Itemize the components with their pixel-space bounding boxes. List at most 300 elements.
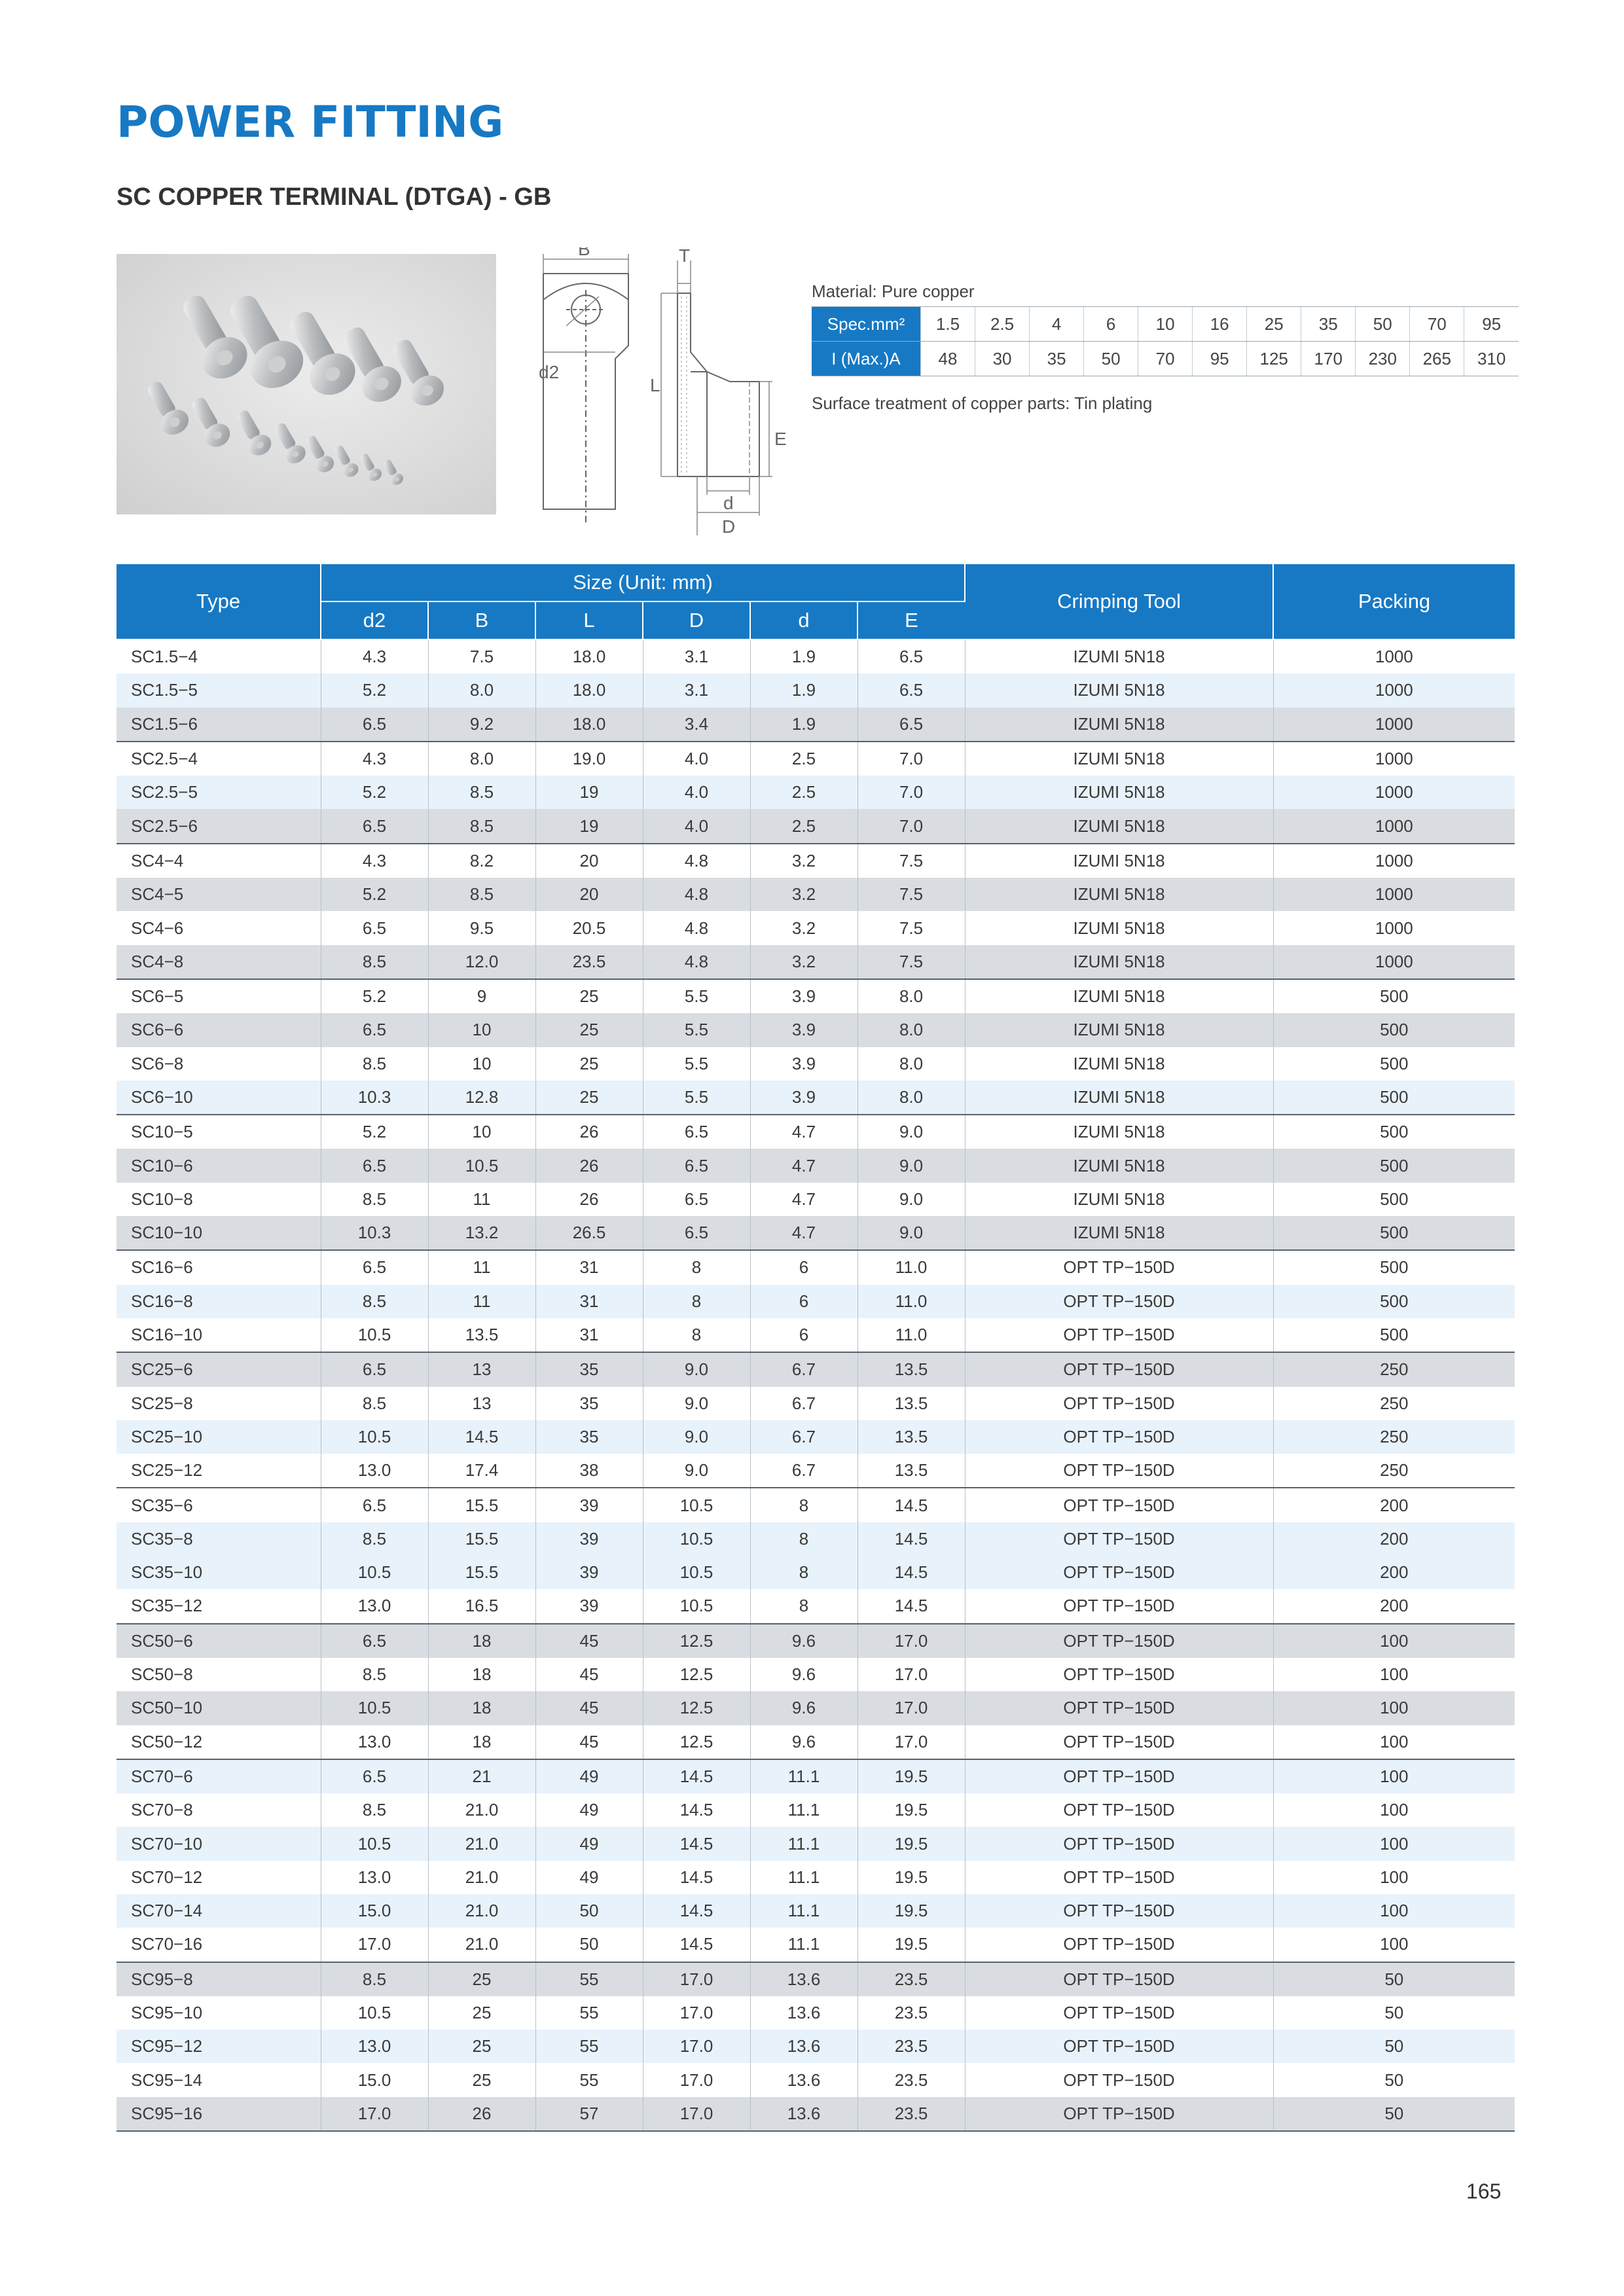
- cell-d: 4.7: [750, 1115, 857, 1149]
- cell-D: 10.5: [643, 1589, 750, 1623]
- cell-D: 4.8: [643, 945, 750, 979]
- cell-packing: 500: [1273, 1285, 1515, 1318]
- lug-small-7: [357, 452, 384, 484]
- cell-packing: 1000: [1273, 945, 1515, 979]
- surface-treatment-text: Surface treatment of copper parts: Tin plating: [812, 393, 1153, 413]
- table-row: [117, 776, 1515, 809]
- cell-type: SC70−6: [117, 1759, 321, 1793]
- header-row-1: [117, 564, 1515, 601]
- table-row: [117, 1488, 1515, 1522]
- cell-L: 45: [535, 1725, 643, 1759]
- cell-d2: 6.5: [321, 1149, 428, 1182]
- cell-E: 8.0: [857, 1047, 965, 1081]
- cell-packing: 500: [1273, 1250, 1515, 1284]
- cell-type: SC25−6: [117, 1352, 321, 1386]
- cell-D: 8: [643, 1285, 750, 1318]
- table-row: [117, 1250, 1515, 1284]
- table-row: [117, 1759, 1515, 1793]
- cell-crimping-tool: OPT TP−150D: [965, 1624, 1273, 1658]
- cell-L: 20: [535, 844, 643, 878]
- cell-D: 9.0: [643, 1454, 750, 1488]
- cell-D: 17.0: [643, 1962, 750, 1996]
- cell-d: 2.5: [750, 809, 857, 843]
- cell-L: 35: [535, 1387, 643, 1420]
- cell-D: 4.8: [643, 911, 750, 944]
- cell-B: 21: [428, 1759, 535, 1793]
- cell-d2: 6.5: [321, 911, 428, 944]
- header-L: L: [535, 601, 643, 639]
- table-row: [117, 1149, 1515, 1182]
- cell-crimping-tool: IZUMI 5N18: [965, 708, 1273, 742]
- cell-E: 23.5: [857, 2030, 965, 2063]
- cell-type: SC10−6: [117, 1149, 321, 1182]
- cell-packing: 1000: [1273, 809, 1515, 843]
- cell-D: 14.5: [643, 1827, 750, 1860]
- cell-D: 14.5: [643, 1861, 750, 1894]
- cell-packing: 50: [1273, 2097, 1515, 2131]
- cell-crimping-tool: OPT TP−150D: [965, 1589, 1273, 1623]
- cell-L: 31: [535, 1318, 643, 1352]
- cell-E: 6.5: [857, 639, 965, 673]
- cell-packing: 50: [1273, 1962, 1515, 1996]
- cell-E: 23.5: [857, 2063, 965, 2096]
- cell-E: 9.0: [857, 1183, 965, 1216]
- cell-packing: 50: [1273, 1996, 1515, 2030]
- cell-B: 10: [428, 1013, 535, 1047]
- table-row: [117, 1589, 1515, 1623]
- cell-B: 9.5: [428, 911, 535, 944]
- cell-E: 11.0: [857, 1250, 965, 1284]
- table-row: [117, 1725, 1515, 1759]
- cell-E: 14.5: [857, 1522, 965, 1556]
- cell-d2: 8.5: [321, 1962, 428, 1996]
- current-cell: 310: [1464, 342, 1519, 376]
- cell-packing: 100: [1273, 1793, 1515, 1827]
- cell-L: 45: [535, 1691, 643, 1725]
- current-cell: 265: [1410, 342, 1464, 376]
- table-row: [117, 844, 1515, 878]
- cell-packing: 500: [1273, 979, 1515, 1013]
- cell-E: 11.0: [857, 1318, 965, 1352]
- cell-B: 11: [428, 1250, 535, 1284]
- cell-crimping-tool: OPT TP−150D: [965, 1793, 1273, 1827]
- table-row: [117, 945, 1515, 979]
- cell-B: 21.0: [428, 1827, 535, 1860]
- cell-type: SC70−14: [117, 1894, 321, 1928]
- cell-d2: 4.3: [321, 844, 428, 878]
- cell-L: 45: [535, 1624, 643, 1658]
- cell-d: 11.1: [750, 1861, 857, 1894]
- spec-cell: 70: [1410, 307, 1464, 342]
- cell-packing: 100: [1273, 1759, 1515, 1793]
- cell-d2: 13.0: [321, 2030, 428, 2063]
- cell-d: 6: [750, 1250, 857, 1284]
- cell-E: 7.5: [857, 945, 965, 979]
- cell-type: SC50−6: [117, 1624, 321, 1658]
- cell-B: 10: [428, 1047, 535, 1081]
- cell-d2: 13.0: [321, 1725, 428, 1759]
- cell-D: 14.5: [643, 1759, 750, 1793]
- cell-B: 13: [428, 1387, 535, 1420]
- cell-B: 21.0: [428, 1793, 535, 1827]
- cell-d2: 13.0: [321, 1861, 428, 1894]
- cell-d: 11.1: [750, 1793, 857, 1827]
- current-cell: 70: [1138, 342, 1193, 376]
- cell-L: 55: [535, 1962, 643, 1996]
- cell-E: 6.5: [857, 708, 965, 742]
- header-d2: d2: [321, 601, 428, 639]
- cell-L: 31: [535, 1250, 643, 1284]
- cell-d: 8: [750, 1589, 857, 1623]
- cell-E: 13.5: [857, 1352, 965, 1386]
- cell-crimping-tool: IZUMI 5N18: [965, 1013, 1273, 1047]
- label-L: L: [650, 375, 660, 395]
- cell-crimping-tool: OPT TP−150D: [965, 1691, 1273, 1725]
- cell-type: SC6−8: [117, 1047, 321, 1081]
- product-subtitle: SC COPPER TERMINAL (DTGA) - GB: [117, 183, 552, 211]
- cell-B: 15.5: [428, 1488, 535, 1522]
- cell-d2: 8.5: [321, 1285, 428, 1318]
- cell-L: 18.0: [535, 708, 643, 742]
- cell-crimping-tool: IZUMI 5N18: [965, 1216, 1273, 1250]
- cell-packing: 100: [1273, 1691, 1515, 1725]
- cell-L: 39: [535, 1556, 643, 1589]
- page-number: 165: [1466, 2179, 1502, 2203]
- cell-d: 2.5: [750, 742, 857, 776]
- cell-type: SC16−6: [117, 1250, 321, 1284]
- cell-D: 17.0: [643, 1996, 750, 2030]
- current-row: [812, 342, 1519, 376]
- cell-type: SC70−10: [117, 1827, 321, 1860]
- cell-E: 9.0: [857, 1216, 965, 1250]
- cell-E: 23.5: [857, 1962, 965, 1996]
- cell-d2: 5.2: [321, 878, 428, 911]
- cell-d: 3.9: [750, 979, 857, 1013]
- cell-L: 18.0: [535, 639, 643, 673]
- cell-d2: 8.5: [321, 1522, 428, 1556]
- cell-packing: 200: [1273, 1556, 1515, 1589]
- cell-d: 3.9: [750, 1047, 857, 1081]
- cell-d: 3.9: [750, 1081, 857, 1115]
- cell-B: 25: [428, 2030, 535, 2063]
- cell-d: 6.7: [750, 1352, 857, 1386]
- cell-crimping-tool: IZUMI 5N18: [965, 1115, 1273, 1149]
- table-row: [117, 1387, 1515, 1420]
- cell-crimping-tool: IZUMI 5N18: [965, 1149, 1273, 1182]
- cell-crimping-tool: IZUMI 5N18: [965, 844, 1273, 878]
- cell-d: 11.1: [750, 1928, 857, 1962]
- cell-packing: 1000: [1273, 639, 1515, 673]
- spec-cell: 6: [1084, 307, 1138, 342]
- cell-packing: 100: [1273, 1894, 1515, 1928]
- cell-packing: 1000: [1273, 878, 1515, 911]
- table-row: [117, 1894, 1515, 1928]
- cell-packing: 500: [1273, 1318, 1515, 1352]
- cell-type: SC1.5−5: [117, 673, 321, 707]
- label-T: T: [679, 247, 691, 266]
- cell-d: 2.5: [750, 776, 857, 809]
- current-cell: 35: [1030, 342, 1084, 376]
- cell-L: 26: [535, 1149, 643, 1182]
- cell-d: 13.6: [750, 1996, 857, 2030]
- cell-d: 8: [750, 1522, 857, 1556]
- table-row: [117, 1115, 1515, 1149]
- cell-E: 13.5: [857, 1420, 965, 1454]
- cell-type: SC2.5−5: [117, 776, 321, 809]
- cell-d: 1.9: [750, 673, 857, 707]
- cell-packing: 250: [1273, 1454, 1515, 1488]
- cell-d: 9.6: [750, 1725, 857, 1759]
- current-cell: 50: [1084, 342, 1138, 376]
- cell-type: SC95−8: [117, 1962, 321, 1996]
- cell-crimping-tool: OPT TP−150D: [965, 1759, 1273, 1793]
- cell-E: 7.0: [857, 809, 965, 843]
- cell-type: SC6−6: [117, 1013, 321, 1047]
- cell-crimping-tool: IZUMI 5N18: [965, 673, 1273, 707]
- cell-E: 14.5: [857, 1488, 965, 1522]
- cell-type: SC35−10: [117, 1556, 321, 1589]
- cell-B: 14.5: [428, 1420, 535, 1454]
- cell-d: 3.2: [750, 878, 857, 911]
- cell-d: 9.6: [750, 1658, 857, 1691]
- cell-B: 10: [428, 1115, 535, 1149]
- current-cell: 230: [1356, 342, 1410, 376]
- cell-d: 6: [750, 1318, 857, 1352]
- cell-B: 25: [428, 1962, 535, 1996]
- spec-block: [812, 281, 1519, 414]
- cell-B: 13: [428, 1352, 535, 1386]
- cell-d: 6: [750, 1285, 857, 1318]
- cell-d2: 13.0: [321, 1454, 428, 1488]
- lug-small-1: [140, 376, 193, 439]
- cell-D: 5.5: [643, 1081, 750, 1115]
- cell-E: 19.5: [857, 1894, 965, 1928]
- cell-crimping-tool: IZUMI 5N18: [965, 1183, 1273, 1216]
- cell-type: SC70−12: [117, 1861, 321, 1894]
- cell-type: SC95−10: [117, 1996, 321, 2030]
- current-cell: 30: [975, 342, 1030, 376]
- cell-D: 4.0: [643, 776, 750, 809]
- table-row: [117, 1793, 1515, 1827]
- cell-packing: 200: [1273, 1589, 1515, 1623]
- cell-crimping-tool: IZUMI 5N18: [965, 945, 1273, 979]
- table-row: [117, 639, 1515, 673]
- cell-packing: 100: [1273, 1827, 1515, 1860]
- label-d: d: [723, 493, 734, 513]
- cell-d: 1.9: [750, 639, 857, 673]
- cell-type: SC70−16: [117, 1928, 321, 1962]
- cell-E: 7.5: [857, 878, 965, 911]
- cell-L: 39: [535, 1522, 643, 1556]
- header-packing: Packing: [1273, 564, 1515, 639]
- lug-small-3: [230, 406, 275, 459]
- cell-crimping-tool: OPT TP−150D: [965, 1658, 1273, 1691]
- table-row: [117, 1183, 1515, 1216]
- lug-small-5: [302, 433, 337, 475]
- cell-D: 14.5: [643, 1928, 750, 1962]
- cell-E: 7.5: [857, 844, 965, 878]
- cell-packing: 250: [1273, 1387, 1515, 1420]
- cell-type: SC4−8: [117, 945, 321, 979]
- cell-d: 11.1: [750, 1827, 857, 1860]
- current-cell: 48: [921, 342, 975, 376]
- table-row: [117, 2030, 1515, 2063]
- table-row: [117, 809, 1515, 843]
- cell-packing: 500: [1273, 1216, 1515, 1250]
- table-row: [117, 1318, 1515, 1352]
- table-row: [117, 1081, 1515, 1115]
- cell-L: 26: [535, 1115, 643, 1149]
- cell-E: 23.5: [857, 1996, 965, 2030]
- cell-B: 12.0: [428, 945, 535, 979]
- cell-crimping-tool: IZUMI 5N18: [965, 742, 1273, 776]
- page-title: POWER FITTING: [117, 97, 504, 147]
- table-row: [117, 1962, 1515, 1996]
- spec-cell: 4: [1030, 307, 1084, 342]
- cell-type: SC50−10: [117, 1691, 321, 1725]
- cell-d2: 6.5: [321, 1013, 428, 1047]
- cell-B: 8.5: [428, 878, 535, 911]
- cell-D: 8: [643, 1250, 750, 1284]
- cell-E: 17.0: [857, 1658, 965, 1691]
- table-row: [117, 1624, 1515, 1658]
- cell-E: 6.5: [857, 673, 965, 707]
- cell-E: 19.5: [857, 1827, 965, 1860]
- cell-crimping-tool: OPT TP−150D: [965, 1962, 1273, 1996]
- cell-crimping-tool: IZUMI 5N18: [965, 639, 1273, 673]
- cell-B: 16.5: [428, 1589, 535, 1623]
- cell-d: 11.1: [750, 1759, 857, 1793]
- cell-B: 8.0: [428, 673, 535, 707]
- cell-D: 5.5: [643, 979, 750, 1013]
- label-B: B: [578, 247, 590, 259]
- current-row-label: I (Max.)A: [812, 342, 921, 376]
- cell-crimping-tool: IZUMI 5N18: [965, 911, 1273, 944]
- cell-E: 8.0: [857, 1013, 965, 1047]
- cell-d2: 8.5: [321, 1183, 428, 1216]
- cell-B: 11: [428, 1183, 535, 1216]
- cell-d: 4.7: [750, 1149, 857, 1182]
- label-D: D: [722, 516, 736, 535]
- cell-L: 55: [535, 2030, 643, 2063]
- cell-type: SC35−12: [117, 1589, 321, 1623]
- label-d2: d2: [539, 362, 560, 382]
- cell-B: 10.5: [428, 1149, 535, 1182]
- side-outline: [677, 293, 707, 476]
- cell-D: 3.1: [643, 673, 750, 707]
- table-row: [117, 1827, 1515, 1860]
- cell-d2: 5.2: [321, 1115, 428, 1149]
- header-crimping-tool: Crimping Tool: [965, 564, 1273, 639]
- cell-B: 26: [428, 2097, 535, 2131]
- cell-B: 21.0: [428, 1861, 535, 1894]
- cell-L: 19: [535, 776, 643, 809]
- cell-crimping-tool: IZUMI 5N18: [965, 809, 1273, 843]
- cell-d: 13.6: [750, 2097, 857, 2131]
- cell-B: 18: [428, 1691, 535, 1725]
- cell-L: 39: [535, 1589, 643, 1623]
- cell-packing: 50: [1273, 2063, 1515, 2096]
- cell-D: 10.5: [643, 1522, 750, 1556]
- cell-B: 15.5: [428, 1522, 535, 1556]
- cell-crimping-tool: OPT TP−150D: [965, 1725, 1273, 1759]
- cell-type: SC10−10: [117, 1216, 321, 1250]
- cell-crimping-tool: IZUMI 5N18: [965, 979, 1273, 1013]
- cell-D: 3.4: [643, 708, 750, 742]
- table-row: [117, 742, 1515, 776]
- cell-packing: 100: [1273, 1725, 1515, 1759]
- cell-type: SC70−8: [117, 1793, 321, 1827]
- cell-type: SC6−5: [117, 979, 321, 1013]
- lug-small-8: [380, 457, 405, 488]
- cell-D: 17.0: [643, 2030, 750, 2063]
- cell-L: 55: [535, 1996, 643, 2030]
- cell-L: 49: [535, 1827, 643, 1860]
- cell-D: 8: [643, 1318, 750, 1352]
- cell-type: SC4−4: [117, 844, 321, 878]
- cell-E: 8.0: [857, 979, 965, 1013]
- cell-L: 19: [535, 809, 643, 843]
- cell-L: 49: [535, 1861, 643, 1894]
- cell-type: SC2.5−4: [117, 742, 321, 776]
- cell-crimping-tool: OPT TP−150D: [965, 2063, 1273, 2096]
- cell-L: 45: [535, 1658, 643, 1691]
- table-row: [117, 2063, 1515, 2096]
- cell-E: 8.0: [857, 1081, 965, 1115]
- cell-E: 7.0: [857, 742, 965, 776]
- cell-type: SC10−8: [117, 1183, 321, 1216]
- cell-crimping-tool: OPT TP−150D: [965, 1318, 1273, 1352]
- cell-packing: 500: [1273, 1081, 1515, 1115]
- cell-D: 6.5: [643, 1183, 750, 1216]
- cell-L: 55: [535, 2063, 643, 2096]
- cell-D: 10.5: [643, 1556, 750, 1589]
- cell-type: SC25−8: [117, 1387, 321, 1420]
- cell-crimping-tool: OPT TP−150D: [965, 1827, 1273, 1860]
- spec-cell: 50: [1356, 307, 1410, 342]
- header-B: B: [428, 601, 535, 639]
- cell-d: 9.6: [750, 1691, 857, 1725]
- cell-type: SC95−14: [117, 2063, 321, 2096]
- cell-packing: 250: [1273, 1352, 1515, 1386]
- cell-D: 12.5: [643, 1624, 750, 1658]
- cell-B: 18: [428, 1658, 535, 1691]
- cell-crimping-tool: OPT TP−150D: [965, 1894, 1273, 1928]
- cell-L: 20: [535, 878, 643, 911]
- cell-packing: 1000: [1273, 673, 1515, 707]
- table-row: [117, 1691, 1515, 1725]
- header-D: D: [643, 601, 750, 639]
- cell-type: SC1.5−6: [117, 708, 321, 742]
- table-row: [117, 1352, 1515, 1386]
- cell-crimping-tool: OPT TP−150D: [965, 1454, 1273, 1488]
- table-row: [117, 878, 1515, 911]
- cell-crimping-tool: OPT TP−150D: [965, 1996, 1273, 2030]
- cell-E: 17.0: [857, 1624, 965, 1658]
- table-row: [117, 1047, 1515, 1081]
- spec-cell: 95: [1464, 307, 1519, 342]
- cell-d: 8: [750, 1556, 857, 1589]
- label-E: E: [774, 429, 787, 449]
- cell-D: 9.0: [643, 1420, 750, 1454]
- cell-packing: 100: [1273, 1624, 1515, 1658]
- cell-crimping-tool: OPT TP−150D: [965, 1285, 1273, 1318]
- cell-d: 4.7: [750, 1216, 857, 1250]
- technical-drawing: [527, 247, 815, 535]
- cell-B: 11: [428, 1285, 535, 1318]
- cell-L: 25: [535, 1081, 643, 1115]
- header-E: E: [857, 601, 965, 639]
